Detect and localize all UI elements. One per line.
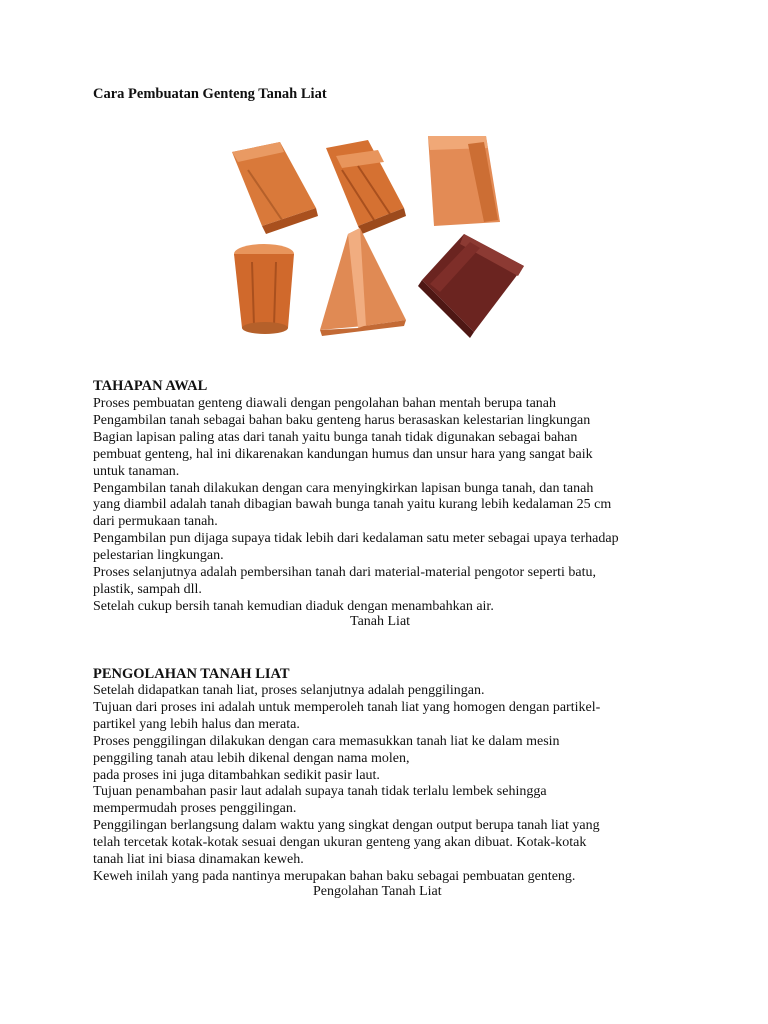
body-line: plastik, sampah dll. — [93, 581, 202, 597]
body-line: Bagian lapisan paling atas dari tanah yaitu bunga tanah tidak digunakan sebagai bahan — [93, 429, 578, 445]
body-line: dari permukaan tanah. — [93, 514, 218, 530]
section-body-pengolahan — [93, 683, 693, 886]
body-line: Setelah cukup bersih tanah kemudian diaduk dengan menambahkan air. — [93, 598, 494, 614]
roof-tiles-photo-icon — [218, 130, 538, 348]
body-line: tanah liat ini biasa dinamakan keweh. — [93, 852, 304, 868]
body-line: Proses pembuatan genteng diawali dengan pengolahan bahan mentah berupa tanah — [93, 396, 557, 411]
body-line: Proses penggilingan dilakukan dengan cara memasukkan tanah liat ke dalam mesin — [93, 733, 560, 749]
body-line: Pengambilan tanah sebagai bahan baku genteng harus berasaskan kelestarian lingkungan — [93, 412, 591, 428]
section-heading-pengolahan: PENGOLAHAN TANAH LIAT — [93, 666, 290, 682]
body-line: Penggilingan berlangsung dalam waktu yang singkat dengan output berupa tanah liat yang — [93, 818, 600, 834]
caption-pengolahan-tanah-liat: Pengolahan Tanah Liat — [313, 884, 442, 899]
body-line: Setelah didapatkan tanah liat, proses selanjutnya adalah penggilingan. — [93, 683, 485, 698]
tile-ridge-cap-5 — [320, 228, 406, 336]
tile-ridge-round-4 — [234, 244, 294, 334]
section-heading-tahapan-awal: TAHAPAN AWAL — [93, 378, 208, 394]
roof-tiles-image — [218, 130, 538, 348]
body-line: penggiling tanah atau lebih dikenal dengan nama molen, — [93, 750, 410, 766]
tile-flat-3 — [428, 136, 500, 226]
section-body-tahapan-awal — [93, 396, 693, 616]
body-line: mempermudah proses penggilingan. — [93, 801, 297, 817]
body-line: Tujuan dari proses ini adalah untuk memperoleh tanah liat yang homogen dengan partikel- — [93, 699, 601, 715]
body-line: pembuat genteng, hal ini dikarenakan kandungan humus dan unsur hara yang sangat baik — [93, 446, 593, 462]
body-line: telah tercetak kotak-kotak sesuai dengan ukuran genteng yang akan dibuat. Kotak-kotak — [93, 835, 587, 851]
tile-glazed-6 — [418, 234, 524, 338]
tile-interlocking-2 — [326, 140, 406, 234]
body-line: Proses selanjutnya adalah pembersihan tanah dari material-material pengotor seperti batu, — [93, 565, 597, 581]
document-title: Cara Pembuatan Genteng Tanah Liat — [93, 86, 327, 102]
body-line: pelestarian lingkungan. — [93, 548, 224, 564]
body-line: pada proses ini juga ditambahkan sedikit pasir laut. — [93, 767, 380, 783]
body-line: Pengambilan pun dijaga supaya tidak lebih dari kedalaman satu meter sebagai upaya terhadap — [93, 531, 619, 547]
body-line: Tujuan penambahan pasir laut adalah supaya tanah tidak terlalu lembek sehingga — [93, 784, 547, 800]
body-line: partikel yang lebih halus dan merata. — [93, 716, 300, 732]
caption-tanah-liat: Tanah Liat — [350, 614, 411, 629]
body-line: untuk tanaman. — [93, 463, 180, 479]
tile-interlocking-1 — [232, 142, 318, 234]
body-line: Keweh inilah yang pada nantinya merupakan bahan baku sebagai pembuatan genteng. — [93, 868, 576, 884]
body-line: Pengambilan tanah dilakukan dengan cara menyingkirkan lapisan bunga tanah, dan tanah — [93, 480, 594, 496]
body-line: yang diambil adalah tanah dibagian bawah bunga tanah yaitu kurang lebih kedalaman 25 cm — [93, 497, 612, 513]
